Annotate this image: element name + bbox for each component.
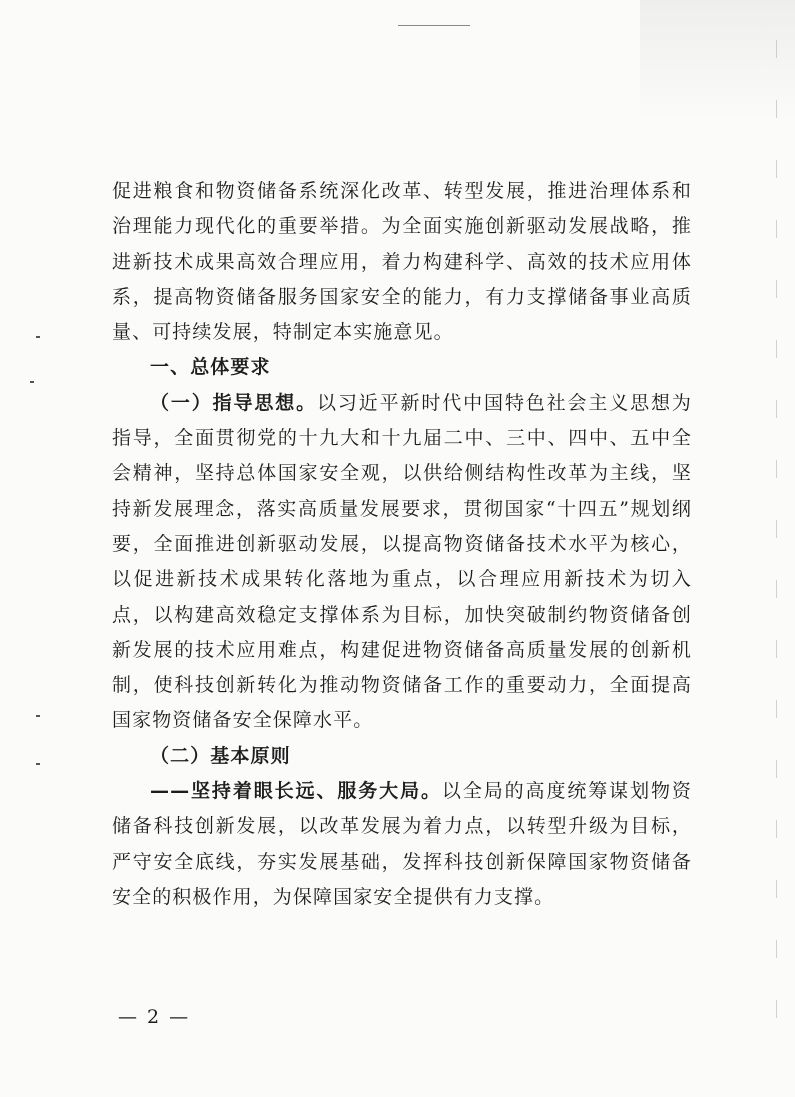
scan-mark (30, 381, 34, 383)
paragraph-text: 以全局的高度统筹谋划物资储备科技创新发展，以改革发展为着力点，以转型升级为目标，严守安全底线，夯实发展基础，发挥科技创新保障国家物资储备安全的积极作用，为保障国家安全提供有力支撑。 (112, 780, 692, 908)
scan-mark (36, 336, 40, 338)
document-body (112, 174, 692, 915)
principle-title: ——坚持着眼长远、服务大局。 (150, 780, 442, 803)
page-number: — 2 — (118, 1006, 191, 1028)
scan-mark (36, 715, 40, 717)
scan-mark (36, 763, 40, 765)
sub-heading: （一）指导思想。 (150, 391, 318, 414)
principle-paragraph (112, 774, 692, 915)
scan-line (398, 25, 470, 26)
scan-edge (776, 40, 777, 1060)
scan-shadow (640, 0, 795, 120)
section-heading: 一、总体要求 (150, 356, 271, 379)
sub-heading: （二）基本原则 (150, 744, 291, 767)
paragraph-text: 以习近平新时代中国特色社会主义思想为指导，全面贯彻党的十九大和十九届二中、三中、四中、五中全会精神，坚持总体国家安全观，以供给侧结构性改革为主线，坚持新发展理念，落实高质量发展要求，贯彻国家“十四五”规划纲要，全面推进创新驱动发展，以提高物资储备技术水平为核心，以促进新技术成果转化落地为重点，以合理应用新技术为切入点，以构建高效稳定支撑体系为目标，加快突破制约物资储备创新发展的技术应用难点，构建促进物资储备高质量发展的创新机制，使科技创新转化为推动物资储备工作的重要动力，全面提高国家物资储备安全保障水平。 (112, 391, 692, 732)
intro-paragraph: 促进粮食和物资储备系统深化改革、转型发展，推进治理体系和治理能力现代化的重要举措。为全面实施创新驱动发展战略，推进新技术成果高效合理应用，着力构建科学、高效的技术应用体系，提高物资储备服务国家安全的能力，有力支撑储备事业高质量、可持续发展，特制定本实施意见。 (112, 180, 692, 344)
guiding-ideology-paragraph (112, 386, 692, 739)
